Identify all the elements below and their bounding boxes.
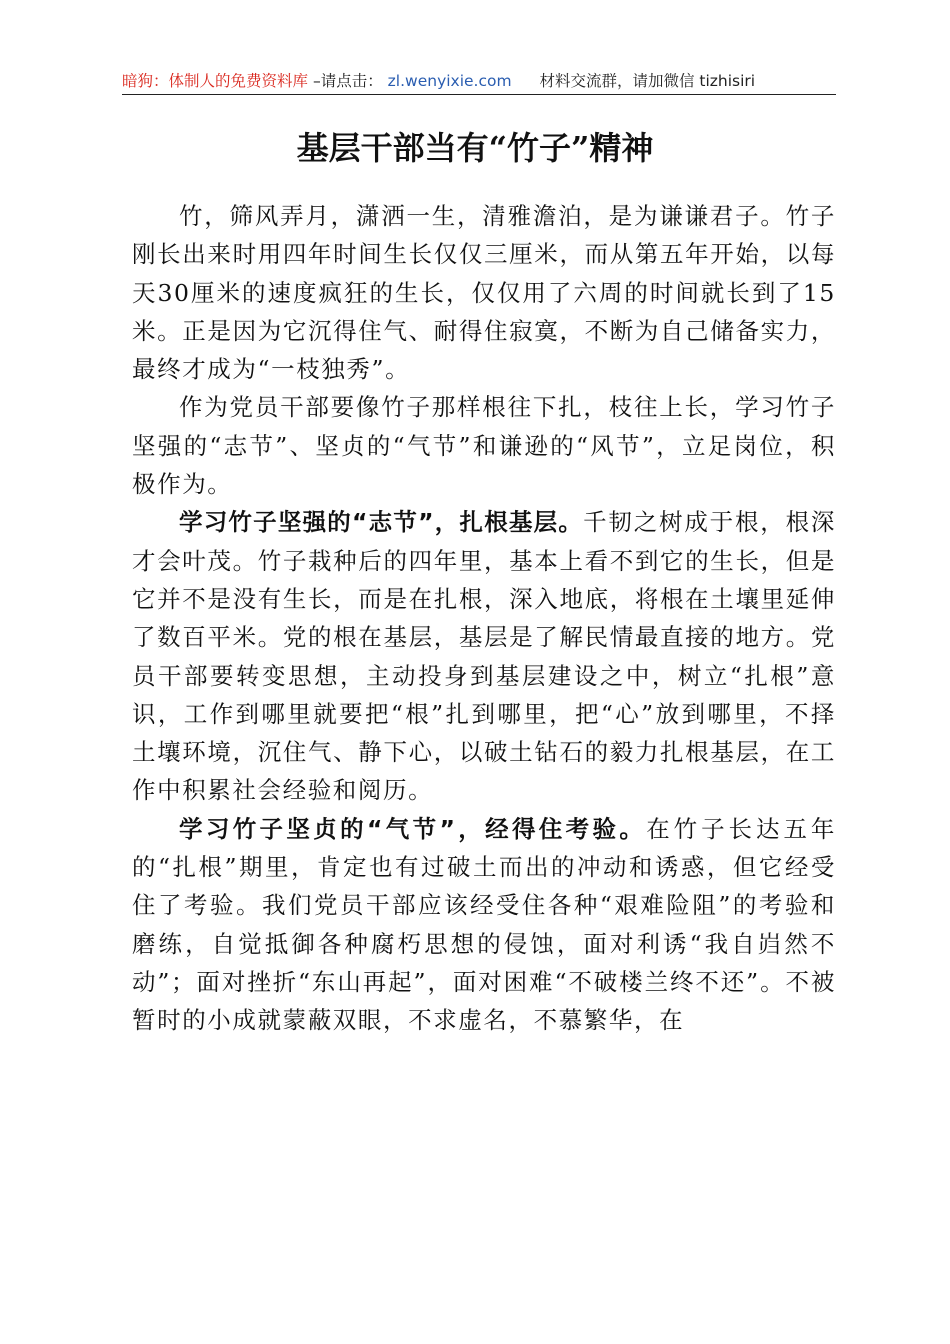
document-header [122,70,836,95]
paragraph-lead: 学习竹子坚强的“志节”，扎根基层。 [179,508,584,537]
page-title: 基层干部当有“竹子”精神 [296,129,654,167]
paragraph-lead: 学习竹子坚贞的“气节”，经得住考验。 [179,814,647,843]
paragraph-text: 作为党员干部要像竹子那样根往下扎，枝往上长，学习竹子坚强的“志节”、坚贞的“气节”和谦逊的“风节”，立足岗位，积极作为。 [132,393,836,499]
header-prompt: –请点击： [312,72,383,90]
paragraph-text: 在竹子长达五年的“扎根”期里，肯定也有过破土而出的冲动和诱惑，但它经受住了考验。我们党员干部应该经受住各种“艰难险阻”的考验和磨练，自觉抵御各种腐朽思想的侵蚀，面对利诱“我自岿然不动”；面对挫折“东山再起”，面对困难“不破楼兰终不还”。不被暂时的小成就蒙蔽双眼，不求虚名，不慕繁华，在 [132,814,837,1035]
paragraph-thesis [132,388,836,503]
paragraph-intro [132,197,836,388]
paragraph-text: 千韧之树成于根，根深才会叶茂。竹子栽种后的四年里，基本上看不到它的生长，但是它并不是没有生长，而是在扎根，深入地底，将根在土壤里延伸了数百平米。党的根在基层，基层是了解民情最直接的地方。党员干部要转变思想，主动投身到基层建设之中，树立“扎根”意识，工作到哪里就要把“根”扎到哪里，把“心”放到哪里，不择土壤环境，沉住气、静下心，以破土钻石的毅力扎根基层，在工作中积累社会经验和阅历。 [132,508,837,805]
article-body [132,197,836,1040]
paragraph-zhijie [132,503,836,809]
paragraph-qijie [132,810,836,1040]
header-url-link[interactable]: zl.wenyixie.com [387,72,512,90]
header-brand: 暗狗：体制人的免费资料库 [122,72,309,90]
paragraph-text: 竹，筛风弄月，潇洒一生，清雅澹泊，是为谦谦君子。竹子刚长出来时用四年时间生长仅仅三厘米，而从第五年开始，以每天30厘米的速度疯狂的生长，仅仅用了六周的时间就长到了15米。正是因为它沉得住气、耐得住寂寞，不断为自己储备实力，最终才成为“一枝独秀”。 [132,202,836,384]
header-group-note: 材料交流群，请加微信 tizhisiri [539,72,756,90]
